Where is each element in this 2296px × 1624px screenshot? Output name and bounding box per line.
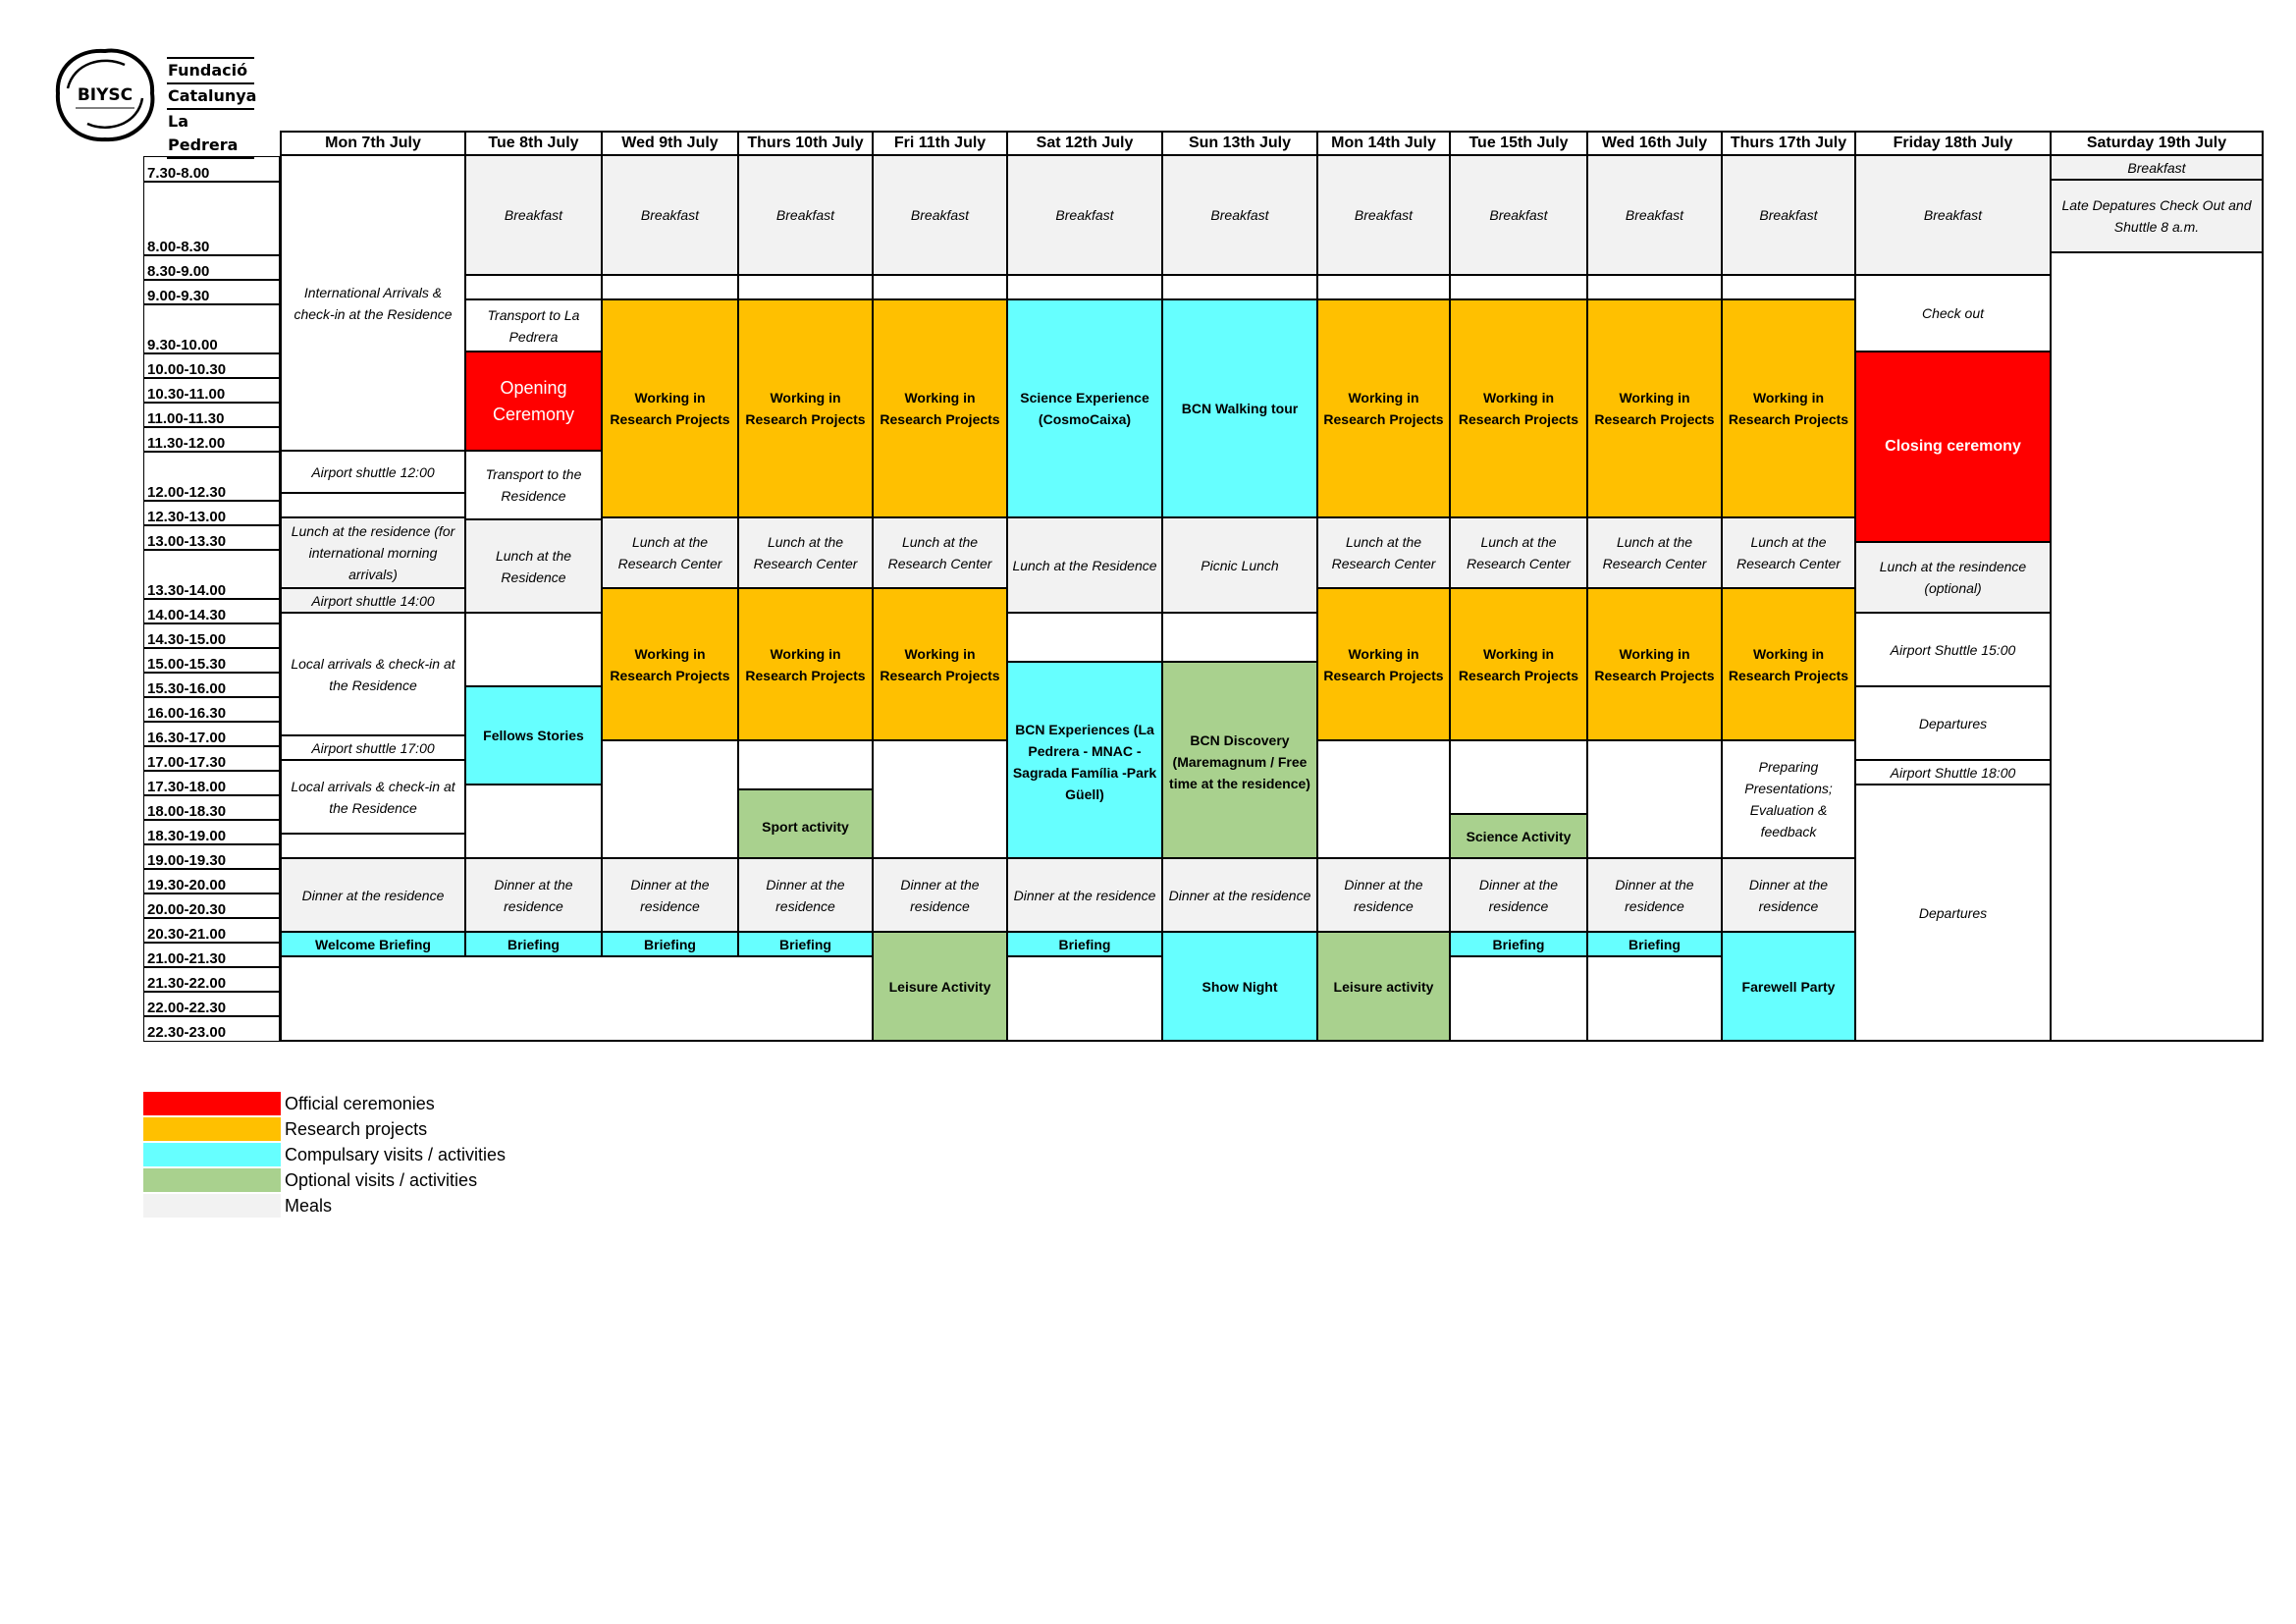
event-block: Lunch at the Residence xyxy=(464,518,603,614)
day-header: Sat 12th July xyxy=(1006,131,1163,156)
day-header: Saturday 19th July xyxy=(2050,131,2264,156)
event-block xyxy=(737,739,874,790)
legend-swatch xyxy=(143,1143,281,1166)
event-block xyxy=(872,739,1008,859)
time-slot-label: 20.00-20.30 xyxy=(143,893,280,919)
event-block: Breakfast xyxy=(1316,154,1451,276)
event-block xyxy=(1721,274,1856,300)
event-block: Show Night xyxy=(1161,931,1318,1042)
event-block: Local arrivals & check-in at the Residence xyxy=(280,612,466,736)
time-slot-label: 15.30-16.00 xyxy=(143,672,280,698)
event-block xyxy=(464,612,603,687)
event-block xyxy=(601,739,739,859)
event-block: Breakfast xyxy=(1586,154,1723,276)
event-block: Local arrivals & check-in at the Residence xyxy=(280,759,466,835)
event-block: Dinner at the residence xyxy=(737,857,874,933)
legend-item xyxy=(143,1142,506,1167)
event-block: Working in Research Projects xyxy=(1721,587,1856,741)
event-block: Airport Shuttle 18:00 xyxy=(1854,759,2052,785)
time-slot-label: 16.00-16.30 xyxy=(143,696,280,723)
event-block: Lunch at the resindence (optional) xyxy=(1854,541,2052,614)
event-block: Working in Research Projects xyxy=(601,587,739,741)
event-block xyxy=(280,955,877,1042)
event-block: Fellows Stories xyxy=(464,685,603,785)
event-block: Dinner at the residence xyxy=(872,857,1008,933)
event-block xyxy=(1006,612,1163,663)
day-header: Sun 13th July xyxy=(1161,131,1318,156)
time-slot-label: 12.30-13.00 xyxy=(143,500,280,526)
time-slot-label: 11.00-11.30 xyxy=(143,402,280,428)
event-block: Opening Ceremony xyxy=(464,351,603,452)
event-block xyxy=(1449,955,1588,1042)
time-slot-label: 18.00-18.30 xyxy=(143,794,280,821)
event-block: Airport shuttle 12:00 xyxy=(280,450,466,494)
legend-label: Optional visits / activities xyxy=(285,1169,478,1190)
event-block: BCN Discovery (Maremagnum / Free time at the residence) xyxy=(1161,661,1318,862)
logo-wordmark xyxy=(167,57,257,159)
event-block: Science Activity xyxy=(1449,813,1588,859)
event-block: Working in Research Projects xyxy=(737,587,874,741)
event-block xyxy=(601,274,739,300)
event-block: Working in Research Projects xyxy=(872,587,1008,741)
event-block: BCN Walking tour xyxy=(1161,298,1318,518)
event-block: Lunch at the Research Center xyxy=(1316,516,1451,589)
event-block xyxy=(1316,739,1451,859)
event-block xyxy=(464,274,603,300)
legend-swatch xyxy=(143,1168,281,1192)
legend-item xyxy=(143,1091,506,1116)
event-block xyxy=(1316,274,1451,300)
day-header: Thurs 10th July xyxy=(737,131,874,156)
event-block xyxy=(872,274,1008,300)
day-header: Fri 11th July xyxy=(872,131,1008,156)
day-header: Friday 18th July xyxy=(1854,131,2052,156)
legend-label: Meals xyxy=(285,1195,333,1216)
event-block xyxy=(280,833,466,859)
time-slot-label: 20.30-21.00 xyxy=(143,917,280,944)
time-slot-label: 14.30-15.00 xyxy=(143,623,280,649)
event-block: Dinner at the residence xyxy=(1006,857,1163,933)
event-block xyxy=(1586,274,1723,300)
event-block: Lunch at the Research Center xyxy=(1721,516,1856,589)
logo-line-2: Catalunya xyxy=(167,84,254,110)
event-block xyxy=(2050,251,2264,1042)
event-block: Dinner at the residence xyxy=(1586,857,1723,933)
event-block xyxy=(1161,274,1318,300)
event-block: Working in Research Projects xyxy=(872,298,1008,518)
event-block: Dinner at the residence xyxy=(464,857,603,933)
event-block: Briefing xyxy=(1449,931,1588,957)
event-block xyxy=(1586,739,1723,859)
time-slot-label: 13.30-14.00 xyxy=(143,549,280,600)
time-slot-label: 10.00-10.30 xyxy=(143,352,280,379)
day-header: Tue 8th July xyxy=(464,131,603,156)
time-slot-label: 9.00-9.30 xyxy=(143,279,280,305)
event-block: Lunch at the Residence xyxy=(1006,516,1163,614)
event-block: Dinner at the residence xyxy=(601,857,739,933)
event-block xyxy=(1449,274,1588,300)
time-slot-label: 7.30-8.00 xyxy=(143,156,280,183)
event-block: Briefing xyxy=(464,931,603,957)
event-block: Dinner at the residence xyxy=(280,857,466,933)
legend-label: Official ceremonies xyxy=(285,1093,435,1113)
event-block xyxy=(1586,955,1723,1042)
time-slot-label: 19.00-19.30 xyxy=(143,843,280,870)
event-block: Dinner at the residence xyxy=(1161,857,1318,933)
legend-label: Compulsary visits / activities xyxy=(285,1144,507,1164)
event-block: Transport to the Residence xyxy=(464,450,603,520)
time-slot-label: 9.30-10.00 xyxy=(143,303,280,354)
time-slot-label: 13.00-13.30 xyxy=(143,524,280,551)
event-block: Breakfast xyxy=(737,154,874,276)
time-slot-label: 22.30-23.00 xyxy=(143,1015,280,1042)
time-slot-label: 8.00-8.30 xyxy=(143,181,280,256)
event-block: Sport activity xyxy=(737,788,874,864)
time-slot-label: 21.30-22.00 xyxy=(143,966,280,993)
event-block: Transport to La Pedrera xyxy=(464,298,603,352)
legend-swatch xyxy=(143,1092,281,1115)
event-block: Science Experience (CosmoCaixa) xyxy=(1006,298,1163,518)
event-block: Breakfast xyxy=(601,154,739,276)
event-block: Preparing Presentations; Evaluation & feedback xyxy=(1721,739,1856,859)
event-block: Leisure Activity xyxy=(872,931,1008,1042)
event-block: Breakfast xyxy=(872,154,1008,276)
event-block xyxy=(1006,274,1163,300)
event-block: Working in Research Projects xyxy=(1449,298,1588,518)
legend-label: Research projects xyxy=(285,1118,428,1139)
event-block: Working in Research Projects xyxy=(1586,587,1723,741)
event-block: Farewell Party xyxy=(1721,931,1856,1042)
day-header: Tue 15th July xyxy=(1449,131,1588,156)
event-block: Briefing xyxy=(601,931,739,957)
event-block: Late Depatures Check Out and Shuttle 8 a.m. xyxy=(2050,179,2264,253)
event-block: Check out xyxy=(1854,274,2052,352)
event-block: Breakfast xyxy=(2050,154,2264,181)
event-block: Working in Research Projects xyxy=(1586,298,1723,518)
svg-text:BIYSC: BIYSC xyxy=(77,85,133,105)
event-block: Closing ceremony xyxy=(1854,351,2052,543)
event-block xyxy=(1006,955,1163,1042)
event-block xyxy=(464,784,603,859)
legend-swatch xyxy=(143,1117,281,1141)
event-block: Breakfast xyxy=(464,154,603,276)
event-block: Briefing xyxy=(737,931,874,957)
event-block xyxy=(1161,612,1318,663)
event-block: Airport shuttle 14:00 xyxy=(280,587,466,614)
time-slot-label: 19.30-20.00 xyxy=(143,868,280,894)
event-block: Airport shuttle 17:00 xyxy=(280,734,466,761)
event-block: Briefing xyxy=(1586,931,1723,957)
event-block: Working in Research Projects xyxy=(1449,587,1588,741)
event-block: Dinner at the residence xyxy=(1721,857,1856,933)
time-slot-label: 21.00-21.30 xyxy=(143,942,280,968)
time-slot-label: 11.30-12.00 xyxy=(143,426,280,453)
day-header: Wed 16th July xyxy=(1586,131,1723,156)
legend-swatch xyxy=(143,1194,281,1218)
day-header: Mon 14th July xyxy=(1316,131,1451,156)
event-block: Welcome Briefing xyxy=(280,931,466,957)
time-slot-label: 12.00-12.30 xyxy=(143,451,280,502)
time-slot-label: 18.30-19.00 xyxy=(143,819,280,845)
event-block: Dinner at the residence xyxy=(1449,857,1588,933)
event-block: Picnic Lunch xyxy=(1161,516,1318,614)
event-block: Briefing xyxy=(1006,931,1163,957)
event-block: Breakfast xyxy=(1449,154,1588,276)
event-block: Departures xyxy=(1854,685,2052,761)
logo-line-1: Fundació xyxy=(167,57,254,84)
time-slot-label: 16.30-17.00 xyxy=(143,721,280,747)
event-block: Lunch at the Research Center xyxy=(1586,516,1723,589)
event-block: Leisure activity xyxy=(1316,931,1451,1042)
time-slot-label: 22.00-22.30 xyxy=(143,991,280,1017)
event-block: Lunch at the Research Center xyxy=(737,516,874,589)
legend xyxy=(143,1091,506,1218)
day-header: Thurs 17th July xyxy=(1721,131,1856,156)
legend-item xyxy=(143,1167,506,1193)
event-block: BCN Experiences (La Pedrera - MNAC - Sagrada Família -Park Güell) xyxy=(1006,661,1163,862)
event-block: Lunch at the residence (for international morning arrivals) xyxy=(280,516,466,589)
event-block xyxy=(1449,739,1588,815)
event-block: Breakfast xyxy=(1006,154,1163,276)
event-block: Working in Research Projects xyxy=(737,298,874,518)
event-block: International Arrivals & check-in at the Residence xyxy=(280,154,466,452)
event-block: Breakfast xyxy=(1854,154,2052,276)
schedule-grid xyxy=(280,131,2264,1042)
event-block: Lunch at the Research Center xyxy=(872,516,1008,589)
event-block: Lunch at the Research Center xyxy=(1449,516,1588,589)
day-header: Wed 9th July xyxy=(601,131,739,156)
event-block: Lunch at the Research Center xyxy=(601,516,739,589)
event-block: Dinner at the residence xyxy=(1316,857,1451,933)
legend-item xyxy=(143,1116,506,1142)
event-block xyxy=(737,274,874,300)
event-block: Breakfast xyxy=(1721,154,1856,276)
event-block: Working in Research Projects xyxy=(601,298,739,518)
event-block xyxy=(280,492,466,518)
event-block: Breakfast xyxy=(1161,154,1318,276)
time-slot-label: 10.30-11.00 xyxy=(143,377,280,404)
time-slot-label: 17.00-17.30 xyxy=(143,745,280,772)
event-block: Airport Shuttle 15:00 xyxy=(1854,612,2052,687)
day-header: Mon 7th July xyxy=(280,131,466,156)
event-block: Departures xyxy=(1854,784,2052,1042)
time-slot-label: 17.30-18.00 xyxy=(143,770,280,796)
event-block: Working in Research Projects xyxy=(1316,587,1451,741)
event-block: Working in Research Projects xyxy=(1721,298,1856,518)
logo-line-3: La Pedrera xyxy=(167,110,254,159)
time-slot-label: 15.00-15.30 xyxy=(143,647,280,674)
time-slot-label: 14.00-14.30 xyxy=(143,598,280,624)
legend-item xyxy=(143,1193,506,1218)
time-slot-label: 8.30-9.00 xyxy=(143,254,280,281)
event-block: Working in Research Projects xyxy=(1316,298,1451,518)
